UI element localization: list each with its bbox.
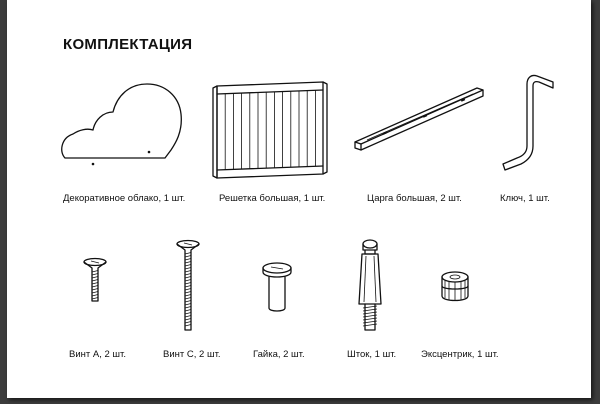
barrel-nut-icon	[261, 260, 293, 316]
instruction-page	[7, 0, 591, 398]
short-screw-icon	[81, 256, 109, 306]
cloud-panel-icon	[57, 82, 187, 172]
part-label: Ключ, 1 шт.	[500, 193, 550, 204]
part-label: Гайка, 2 шт.	[253, 349, 305, 360]
part-label: Эксцентрик, 1 шт.	[421, 349, 499, 360]
page-title: КОМПЛЕКТАЦИЯ	[63, 36, 193, 53]
hex-key-icon	[497, 72, 559, 176]
cam-lock-icon	[439, 268, 471, 308]
long-screw-icon	[173, 238, 203, 334]
part-label: Решетка большая, 1 шт.	[219, 193, 326, 204]
part-label: Винт С, 2 шт.	[163, 349, 221, 360]
grid-panel-icon	[211, 80, 327, 180]
part-label: Декоративное облако, 1 шт.	[63, 193, 186, 204]
rail-icon	[353, 84, 485, 154]
part-label: Царга большая, 2 шт.	[367, 193, 462, 204]
part-label: Шток, 1 шт.	[347, 349, 397, 360]
dowel-rod-icon	[353, 238, 387, 334]
part-label: Винт А, 2 шт.	[69, 349, 126, 360]
